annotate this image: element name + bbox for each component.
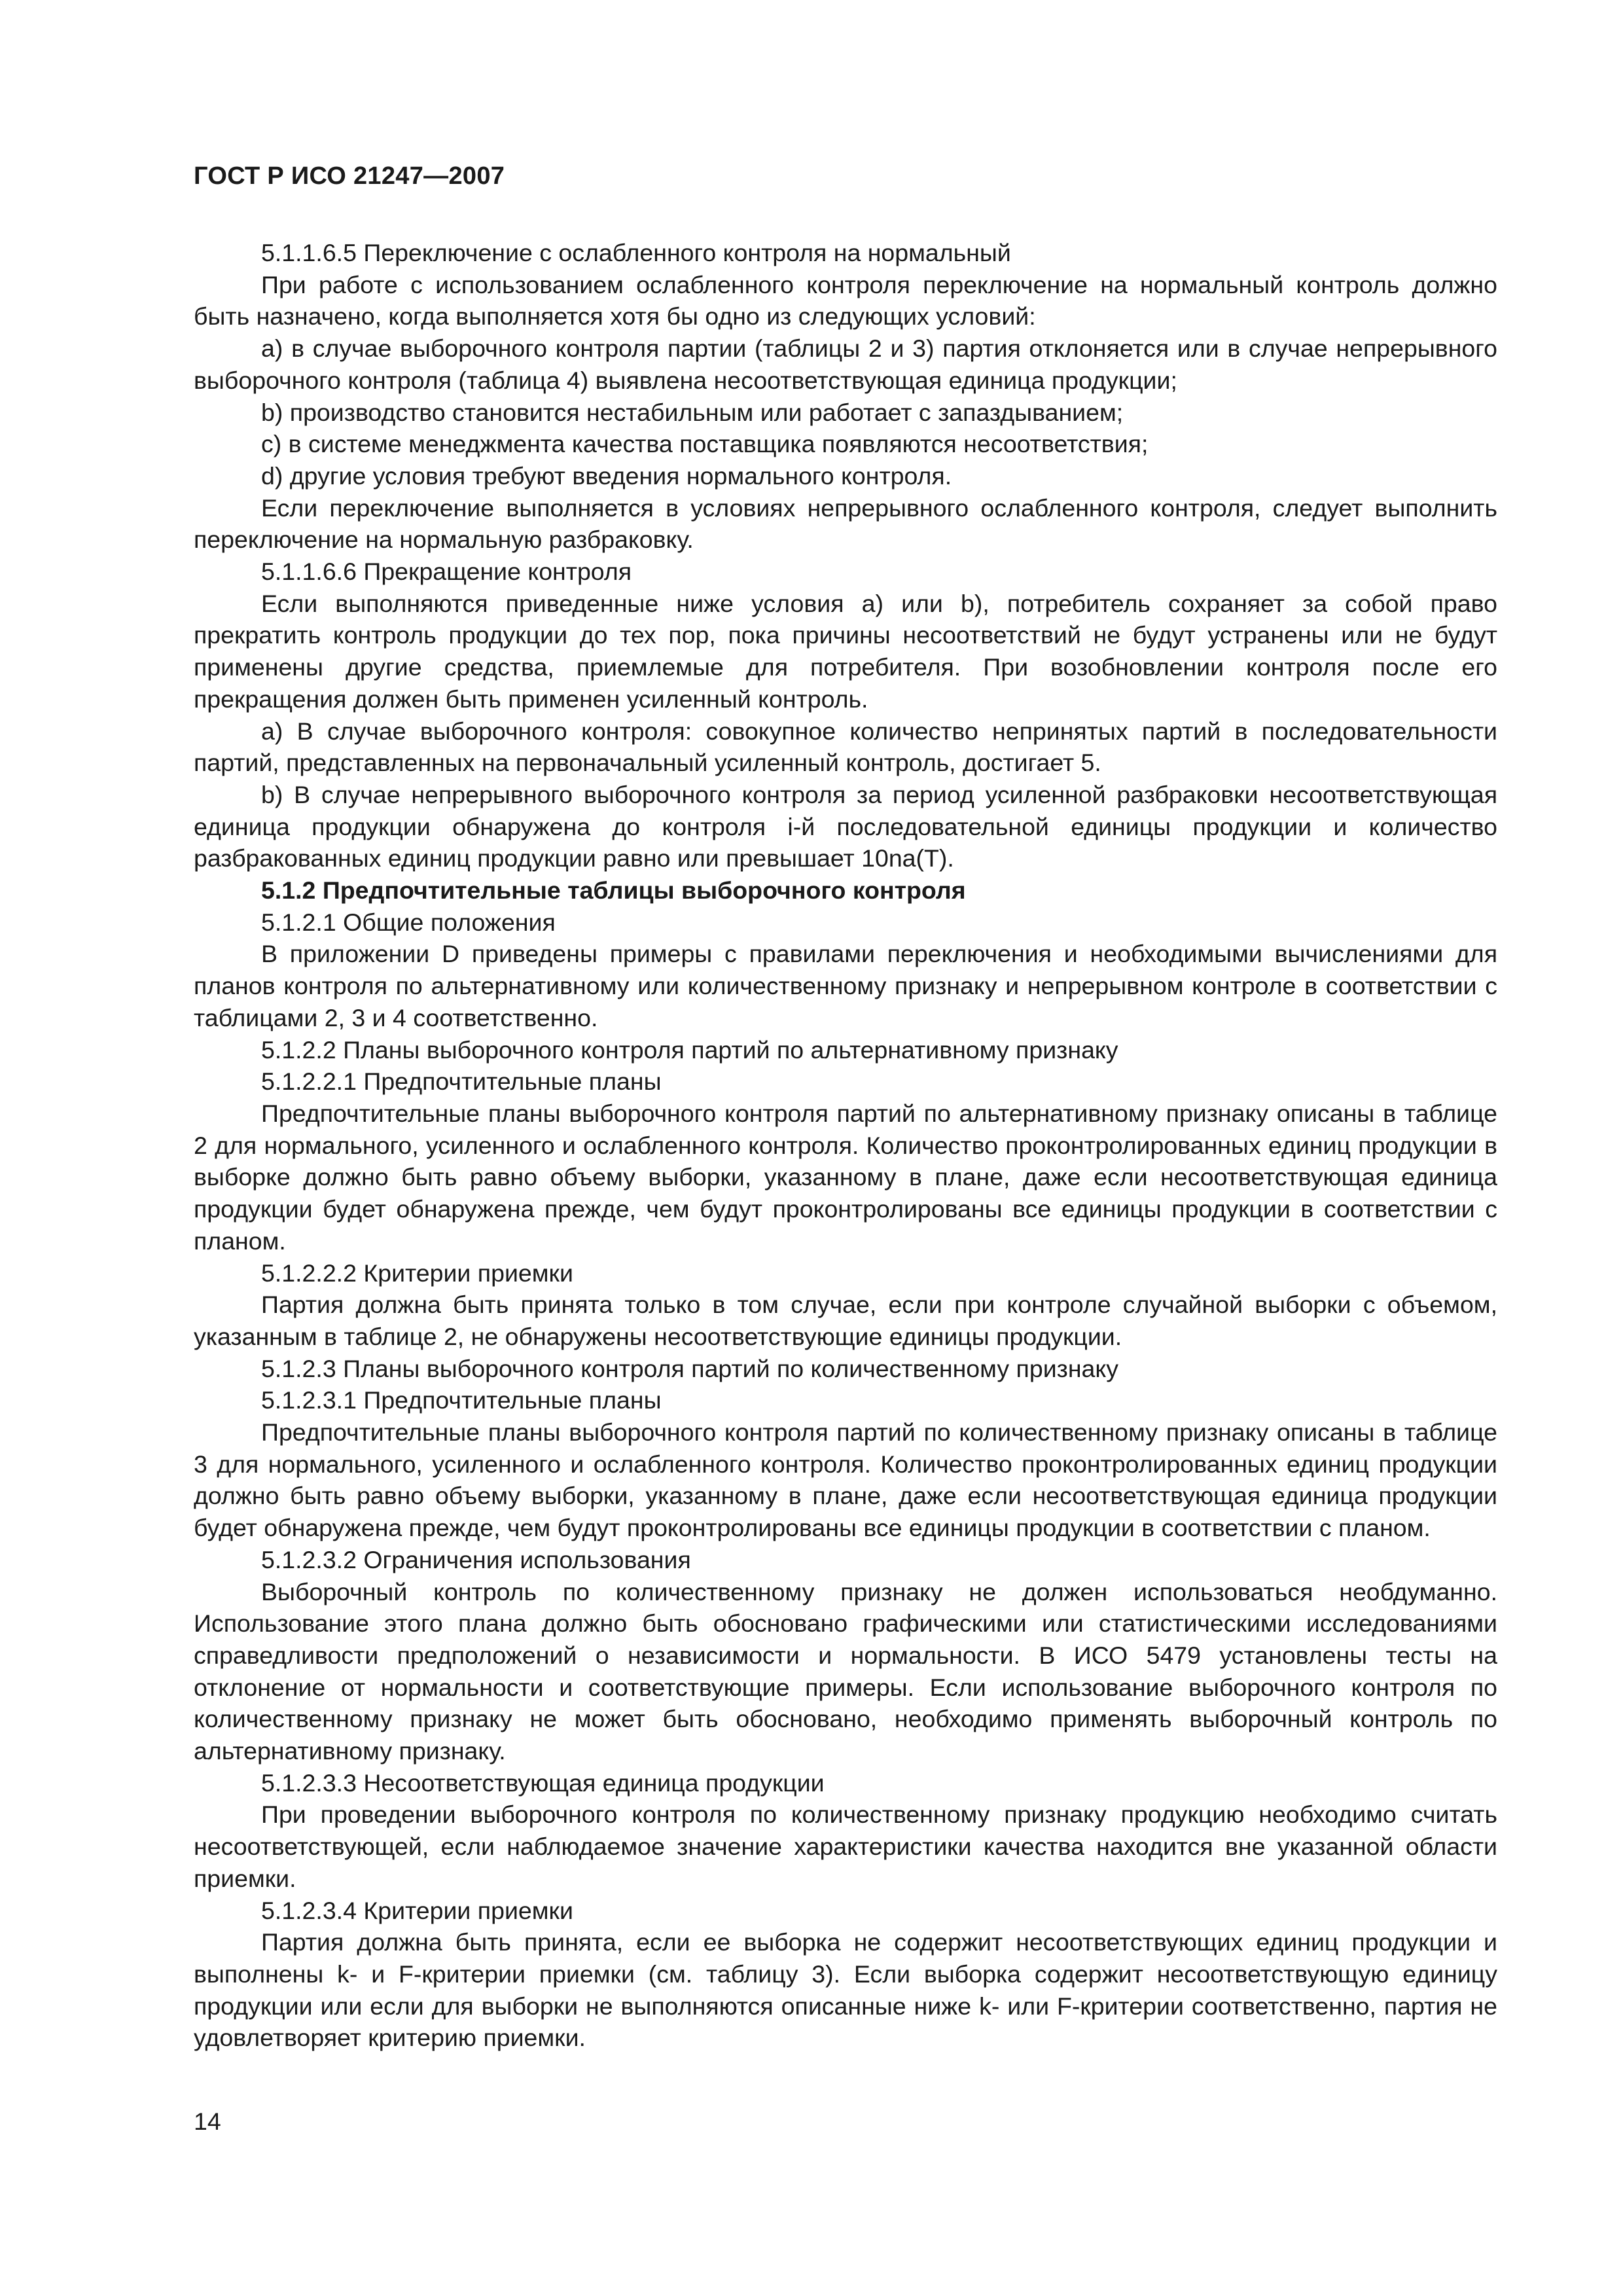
clause-heading: 5.1.2.3.1 Предпочтительные планы bbox=[261, 1386, 662, 1414]
paragraph: Если выполняются приведенные ниже условия a) или b), потребитель сохраняет за собой право прекратить контроль продукции до тех пор, пока причины несоответствий не будут устранены или не будут применены другие средства, приемлемые для потребителя. При возобновлении контроля после его прекращения должен быть применен усиленный контроль. bbox=[194, 589, 1497, 713]
clause-heading: 5.1.1.6.5 Переключение с ослабленного контроля на нормальный bbox=[261, 239, 1011, 266]
paragraph: Партия должна быть принята, если ее выборка не содержит несоответствующих единиц продукции и выполнены k- и F-критерии приемки (см. таблицу 3). Если выборка содержит несоответствующую единицу продукции или если для выборки не выполняются описанные ниже k- или F-критерии соответственно, партия не удовлетворяет критерию приемки. bbox=[194, 1928, 1497, 2052]
list-item: a) в случае выборочного контроля партии (таблицы 2 и 3) партия отклоняется или в случае непрерывного выборочного контроля (таблица 4) выявлена несоответствующая единица продукции; bbox=[194, 334, 1497, 394]
paragraph: Предпочтительные планы выборочного контроля партий по альтернативному признаку описаны в таблице 2 для нормального, усиленного и ослабленного контроля. Количество проконтролированных единиц продукции в выборке должно быть равно объему выборки, указанному в плане, даже если несоответствующая единица продукции будет обнаружена прежде, чем будут проконтролированы все единицы продукции в соответствии с планом. bbox=[194, 1099, 1497, 1255]
clause-heading: 5.1.2.3.4 Критерии приемки bbox=[261, 1896, 573, 1924]
list-item: d) другие условия требуют введения нормального контроля. bbox=[261, 461, 952, 490]
document-body bbox=[194, 237, 1497, 2054]
list-item: c) в системе менеджмента качества поставщика появляются несоответствия; bbox=[261, 430, 1149, 458]
clause-heading: 5.1.2.3.3 Несоответствующая единица продукции bbox=[261, 1768, 825, 1797]
page-number: 14 bbox=[194, 2108, 221, 2135]
section-heading: 5.1.2 Предпочтительные таблицы выборочного контроля bbox=[261, 876, 966, 905]
clause-heading: 5.1.2.2 Планы выборочного контроля партий по альтернативному признаку bbox=[261, 1035, 1118, 1064]
clause-heading: 5.1.2.3 Планы выборочного контроля партий по количественному признаку bbox=[261, 1354, 1118, 1382]
clause-heading: 5.1.2.2.2 Критерии приемки bbox=[261, 1259, 573, 1287]
clause-heading: 5.1.2.3.2 Ограничения использования bbox=[261, 1545, 691, 1573]
clause-heading: 5.1.1.6.6 Прекращение контроля bbox=[261, 558, 632, 586]
paragraph: Если переключение выполняется в условиях непрерывного ослабленного контроля, следует выполнить переключение на нормальную разбраковку. bbox=[194, 493, 1497, 554]
list-item: a) В случае выборочного контроля: совокупное количество непринятых партий в последовательности партий, представленных на первоначальный усиленный контроль, достигает 5. bbox=[194, 717, 1497, 777]
clause-heading: 5.1.2.1 Общие положения bbox=[261, 908, 556, 936]
paragraph: В приложении D приведены примеры с правилами переключения и необходимыми вычислениями для планов контроля по альтернативному или количественному признаку и непрерывном контроле в соответствии с таблицами 2, 3 и 4 соответственно. bbox=[194, 940, 1497, 1031]
paragraph: При проведении выборочного контроля по количественному признаку продукцию необходимо считать несоответствующей, если наблюдаемое значение характеристики качества находится вне указанной области приемки. bbox=[194, 1801, 1497, 1892]
list-item: b) В случае непрерывного выборочного контроля за период усиленной разбраковки несоответствующая единица продукции обнаружена до контроля i-й последовательной единицы продукции и количество разбракованных единиц продукции равно или превышает 10nа(T). bbox=[194, 780, 1497, 872]
paragraph: Партия должна быть принята только в том случае, если при контроле случайной выборки с объемом, указанным в таблице 2, не обнаружены несоответствующие единицы продукции. bbox=[194, 1291, 1497, 1350]
clause-heading: 5.1.2.2.1 Предпочтительные планы bbox=[261, 1067, 662, 1096]
document-header: ГОСТ Р ИСО 21247—2007 bbox=[194, 162, 505, 190]
paragraph: Выборочный контроль по количественному признаку не должен использоваться необдуманно. Использование этого плана должно быть обосновано графическими или статистическими исследованиями справедливости предположений о независимости и нормальности. В ИСО 5479 установлены тесты на отклонение от нормальности и соответствующие примеры. Если использование выборочного контроля по количественному признаку не может быть обосновано, необходимо применять выборочный контроль по альтернативному признаку. bbox=[194, 1577, 1497, 1765]
paragraph: Предпочтительные планы выборочного контроля партий по количественному признаку описаны в таблице 3 для нормального, усиленного и ослабленного контроля. Количество проконтролированных единиц продукции должно быть равно объему выборки, указанному в плане, даже если несоответствующая единица продукции будет обнаружена прежде, чем будут проконтролированы все единицы продукции в соответствии с планом. bbox=[194, 1418, 1497, 1542]
list-item: b) производство становится нестабильным или работает с запаздыванием; bbox=[261, 398, 1124, 426]
paragraph: При работе с использованием ослабленного контроля переключение на нормальный контроль должно быть назначено, когда выполняется хотя бы одно из следующих условий: bbox=[194, 270, 1497, 331]
